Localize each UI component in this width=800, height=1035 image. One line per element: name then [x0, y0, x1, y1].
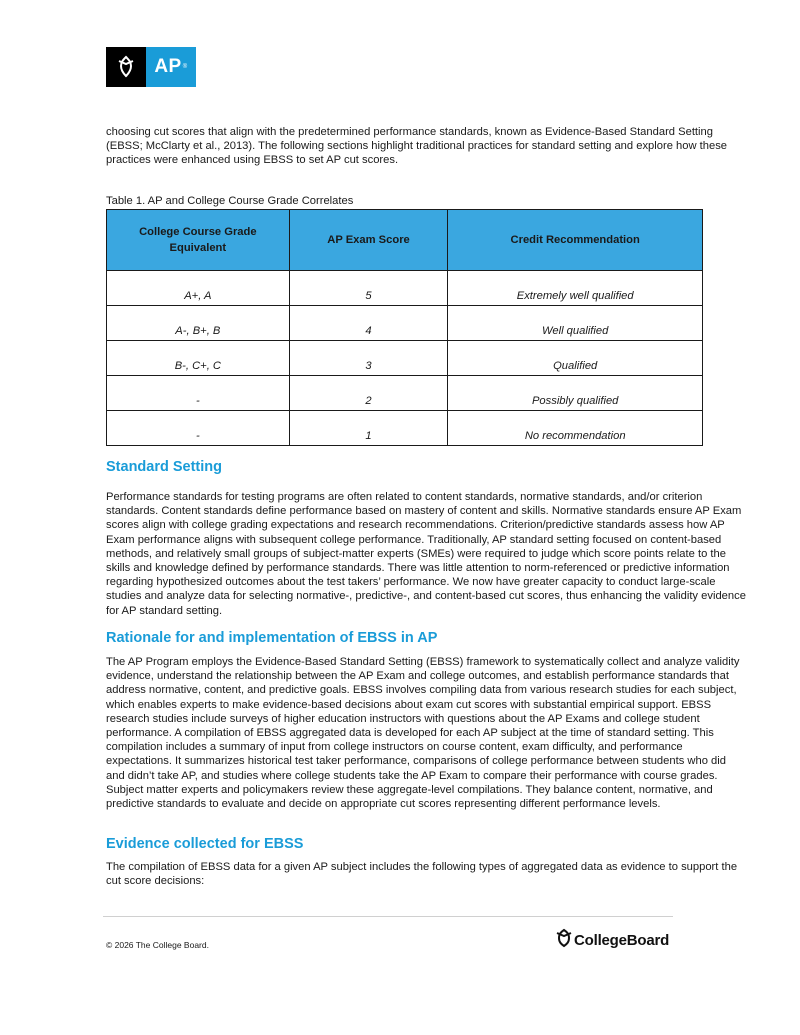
header-credit-recommendation: Credit Recommendation [448, 210, 703, 271]
header-college-grade: College Course Grade Equivalent [107, 210, 290, 271]
header-ap-score: AP Exam Score [289, 210, 448, 271]
footer-divider [103, 916, 673, 917]
table-caption: Table 1. AP and College Course Grade Correlates [106, 195, 354, 207]
torch-shield-icon [106, 47, 146, 87]
table-row [107, 306, 703, 341]
ap-logo-text: AP ® [146, 47, 196, 87]
cell-college-grade: - [107, 376, 290, 411]
cell-credit-recommendation: Qualified [448, 341, 703, 376]
table-row [107, 341, 703, 376]
section-heading-evidence: Evidence collected for EBSS [106, 836, 304, 852]
ap-logo [106, 47, 196, 87]
intro-paragraph: choosing cut scores that align with the predetermined performance standards, known as Evidence-Based Standard Setting (EBSS; McClarty et al., 2013). The following sections highlight traditional practices for standard setting and explore how these practices were enhanced using EBSS to set AP cut scores. [106, 126, 728, 167]
copyright-notice: © 2026 The College Board. [106, 940, 209, 950]
cell-college-grade: A-, B+, B [107, 306, 290, 341]
cell-ap-score: 2 [289, 376, 448, 411]
table-row [107, 376, 703, 411]
evidence-paragraph: The compilation of EBSS data for a given AP subject includes the following types of aggregated data as evidence to support the cut score decisions: [106, 861, 738, 888]
cell-college-grade: B-, C+, C [107, 341, 290, 376]
cell-ap-score: 1 [289, 411, 448, 446]
cell-ap-score: 5 [289, 271, 448, 306]
cell-ap-score: 3 [289, 341, 448, 376]
acorn-shield-icon [556, 928, 572, 953]
cell-credit-recommendation: Possibly qualified [448, 376, 703, 411]
table-row [107, 411, 703, 446]
section-heading-standard-setting: Standard Setting [106, 459, 223, 475]
standard-setting-paragraph: Performance standards for testing programs are often related to content standards, normative standards, and/or criterion standards. Content standards define performance based on mastery of content and skills. Normative standards ensure AP Exam scores align with college grading expectations and research recommendations. Criterion/predictive standards assess how AP Exam performance aligns with subsequent college performance. Traditionally, AP standard setting focused on content-based methods, and relatively small groups of subject-matter experts (SMEs) were required to judge which score points relate to the skills and knowledge defined by performance standards. There was little attention to norm-referenced or predictive information regarding hypothesized outcomes about the test takers’ performance. We now have greater capacity to conduct large-scale studies and analyze data for selecting normative-, predictive-, and content-based cut scores, thus enhancing the validity evidence for AP standard setting. [106, 491, 746, 617]
cell-credit-recommendation: Extremely well qualified [448, 271, 703, 306]
cell-credit-recommendation: Well qualified [448, 306, 703, 341]
college-board-logo [556, 928, 669, 953]
cell-college-grade: - [107, 411, 290, 446]
college-board-wordmark: CollegeBoard [574, 932, 670, 949]
cell-credit-recommendation: No recommendation [448, 411, 703, 446]
rationale-paragraph: The AP Program employs the Evidence-Based Standard Setting (EBSS) framework to systematically collect and analyze validity evidence, understand the relationship between the AP Exam and college outcomes, and establish performance standards that address normative, content, and predictive goals. EBSS involves compiling data from various research studies for each subject, which enables experts to make evidence-based decisions about exam cut scores with substantial empirical support. EBSS research studies include surveys of higher education instructors with questions about the AP Exams and college student performance. A compilation of EBSS aggregated data is developed for each AP subject at the time of standard setting. This compilation includes a summary of input from college instructors on course content, exam difficulty, and performance expectations. It summarizes historical test taker performance, comparisons of college performance between students who did and didn’t take AP, and studies where college students take the AP Exam to compare their performance with course grades. Subject matter experts and policymakers review these aggregate-level compilations. They balance content, normative, and predictive standards to evaluate and decide on appropriate cut scores representing different performance levels. [106, 656, 740, 811]
cell-ap-score: 4 [289, 306, 448, 341]
cell-college-grade: A+, A [107, 271, 290, 306]
table-header-row [107, 210, 703, 271]
grade-correlates-table [106, 209, 703, 446]
table-row [107, 271, 703, 306]
section-heading-rationale: Rationale for and implementation of EBSS in AP [106, 630, 438, 646]
